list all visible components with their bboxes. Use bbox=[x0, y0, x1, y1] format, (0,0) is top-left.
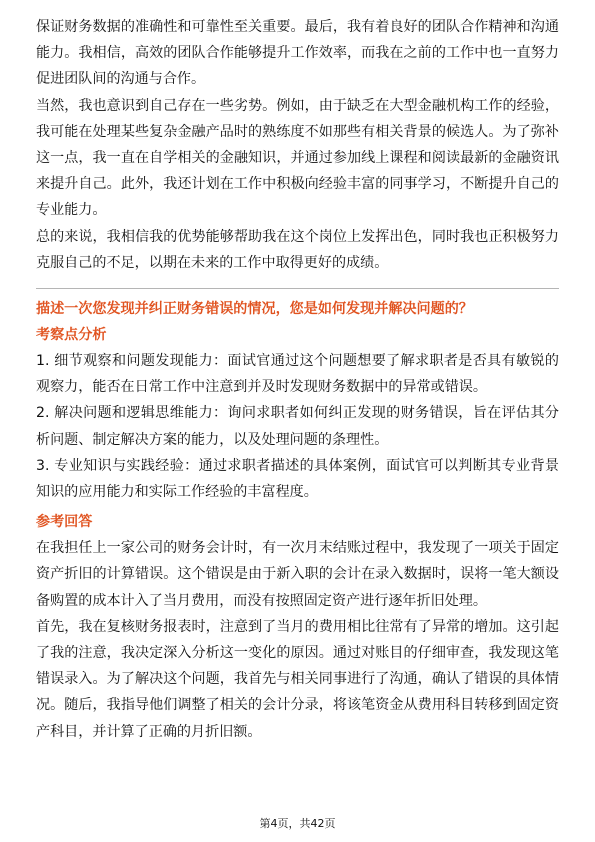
analysis-list bbox=[36, 348, 559, 505]
answer-heading: 参考回答 bbox=[36, 514, 93, 531]
analysis-item: 2. 解决问题和逻辑思维能力：询问求职者如何纠正发现的财务错误，旨在评估其分析问题、制定解决方案的能力，以及处理问题的条理性。 bbox=[36, 405, 559, 448]
analysis-item: 3. 专业知识与实践经验：通过求职者描述的具体案例，面试官可以判断其专业背景知识的应用能力和实际工作经验的丰富程度。 bbox=[36, 457, 559, 501]
analysis-item: 1. 细节观察和问题发现能力：面试官通过这个问题想要了解求职者是否具有敏锐的观察力，能否在日常工作中注意到并及时发现财务数据中的异常或错误。 bbox=[36, 353, 559, 396]
question-heading: 描述一次您发现并纠正财务错误的情况，您是如何发现并解决问题的？ bbox=[36, 301, 473, 318]
answer-paragraph: 首先，我在复核财务报表时，注意到了当月的费用相比往常有了异常的增加。这引起了我的注意，我决定深入分析这一变化的原因。通过对账目的仔细审查，我发现这笔错误录入。为了解决这个问题，我首先与相关同事进行了沟通，确认了错误的具体情况。随后，我指导他们调整了相关的会计分录，将该笔资金从费用科目转移到固定资产科目，并计算了正确的月折旧额。 bbox=[36, 618, 559, 740]
intro-section bbox=[36, 14, 559, 276]
intro-paragraph: 保证财务数据的准确性和可靠性至关重要。最后，我有着良好的团队合作精神和沟通能力。我相信，高效的团队合作能够提升工作效率，而我在之前的工作中也一直努力促进团队间的沟通与合作。 bbox=[36, 19, 559, 88]
page-number-footer: 第4页，共42页 bbox=[259, 817, 336, 830]
analysis-heading: 考察点分析 bbox=[36, 327, 107, 344]
section-divider bbox=[36, 288, 559, 289]
intro-paragraph: 总的来说，我相信我的优势能够帮助我在这个岗位上发挥出色，同时我也正积极努力克服自己的不足，以期在未来的工作中取得更好的成绩。 bbox=[36, 228, 559, 271]
answer-section bbox=[36, 535, 559, 745]
intro-paragraph: 当然，我也意识到自己存在一些劣势。例如，由于缺乏在大型金融机构工作的经验，我可能在处理某些复杂金融产品时的熟练度不如那些有相关背景的候选人。为了弥补这一点，我一直在自学相关的金融知识，并通过参加线上课程和阅读最新的金融资讯来提升自己。此外，我还计划在工作中积极向经验丰富的同事学习，不断提升自己的专业能力。 bbox=[36, 97, 559, 219]
document-body bbox=[36, 14, 559, 745]
answer-paragraph: 在我担任上一家公司的财务会计时，有一次月末结账过程中，我发现了一项关于固定资产折旧的计算错误。这个错误是由于新入职的会计在录入数据时，误将一笔大额设备购置的成本计入了当月费用，而没有按照固定资产进行逐年折旧处理。 bbox=[36, 540, 559, 609]
